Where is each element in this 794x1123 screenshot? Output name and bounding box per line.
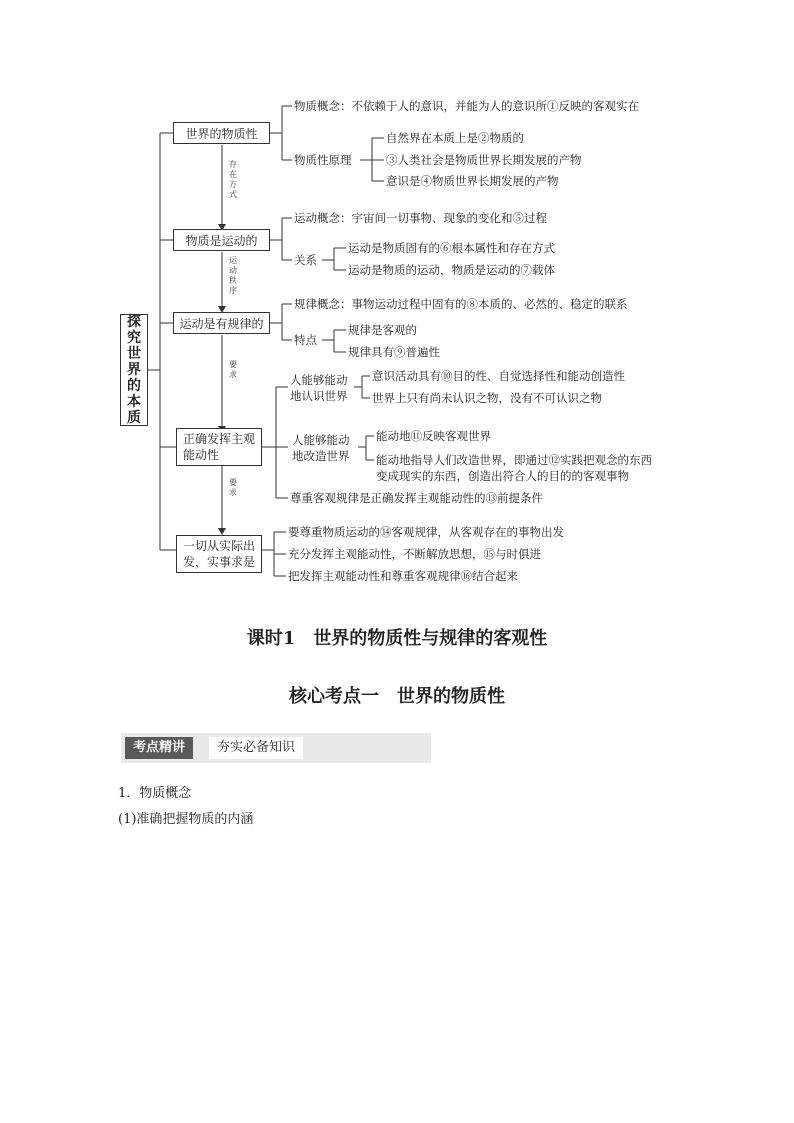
b4-m1: 能动地⑪反映客观世界 <box>376 429 491 443</box>
b5-s1: 要尊重物质运动的⑭客观规律，从客观存在的事物出发 <box>288 525 564 539</box>
connector-label: 要求 <box>229 478 237 497</box>
connector-label: 要求 <box>229 360 237 379</box>
b4-know-label: 人能够能动地认识世界 <box>290 373 348 403</box>
b1-p2: ③人类社会是物质世界长期发展的产物 <box>386 153 582 167</box>
b3-concept: 规律概念：事物运动过程中固有的⑧本质的、必然的、稳定的联系 <box>294 297 628 311</box>
b4-m2b: 变成现实的东西，创造出符合人的目的的客观事物 <box>376 469 629 483</box>
b5-s3: 把发挥主观能动性和尊重客观规律⑯结合起来 <box>288 569 518 583</box>
b1-p1: 自然界在本质上是②物质的 <box>386 131 524 145</box>
b2-r1: 运动是物质固有的⑥根本属性和存在方式 <box>348 241 555 255</box>
node-seek-truth: 一切从实际出发，实事求是 <box>176 535 262 573</box>
b4-k1: 意识活动具有⑩目的性、自觉选择性和能动创造性 <box>372 369 625 383</box>
b5-s2: 充分发挥主观能动性，不断解放思想，⑮与时俱进 <box>288 547 541 561</box>
item-subheading: (1)准确把握物质的内涵 <box>118 812 254 827</box>
node-subjective-initiative: 正确发挥主观能动性 <box>176 428 262 466</box>
connector-label: 存在方式 <box>229 160 237 199</box>
b2-relation-label: 关系 <box>294 253 317 267</box>
b4-m2a: 能动地指导人们改造世界，即通过⑫实践把观念的东西 <box>376 453 652 467</box>
item-heading: 1．物质概念 <box>118 786 192 801</box>
node-motion-laws: 运动是有规律的 <box>173 312 270 334</box>
banner-subtitle: 夯实必备知识 <box>209 737 303 759</box>
b1-principle-label: 物质性原理 <box>294 153 352 167</box>
b4-respect: 尊重客观规律是正确发挥主观能动性的⑬前提条件 <box>290 491 543 505</box>
node-matter-moves: 物质是运动的 <box>173 229 270 251</box>
banner-tag: 考点精讲 <box>125 737 193 759</box>
b2-concept: 运动概念：宇宙间一切事物、现象的变化和⑤过程 <box>294 211 547 225</box>
b4-change-label: 人能够能动地改造世界 <box>292 433 350 463</box>
b3-feature-label: 特点 <box>294 333 317 347</box>
b3-f2: 规律具有⑨普遍性 <box>348 345 440 359</box>
mindmap-root <box>120 314 148 426</box>
b1-concept: 物质概念：不依赖于人的意识，并能为人的意识所①反映的客观实在 <box>294 99 639 113</box>
lesson-title: 课时1 世界的物质性与规律的客观性 <box>246 628 548 649</box>
node-world-materiality: 世界的物质性 <box>173 122 270 144</box>
section-banner <box>121 733 431 763</box>
b2-r2: 运动是物质的运动，物质是运动的⑦载体 <box>348 263 555 277</box>
b1-p3: 意识是④物质世界长期发展的产物 <box>386 174 559 188</box>
b4-k2: 世界上只有尚未认识之物，没有不可认识之物 <box>372 391 602 405</box>
b3-f1: 规律是客观的 <box>348 323 417 337</box>
root-label: 探究世界的本质 <box>127 314 141 426</box>
section-title: 核心考点一 世界的物质性 <box>289 686 505 707</box>
connector-label: 运动秩序 <box>229 256 237 295</box>
